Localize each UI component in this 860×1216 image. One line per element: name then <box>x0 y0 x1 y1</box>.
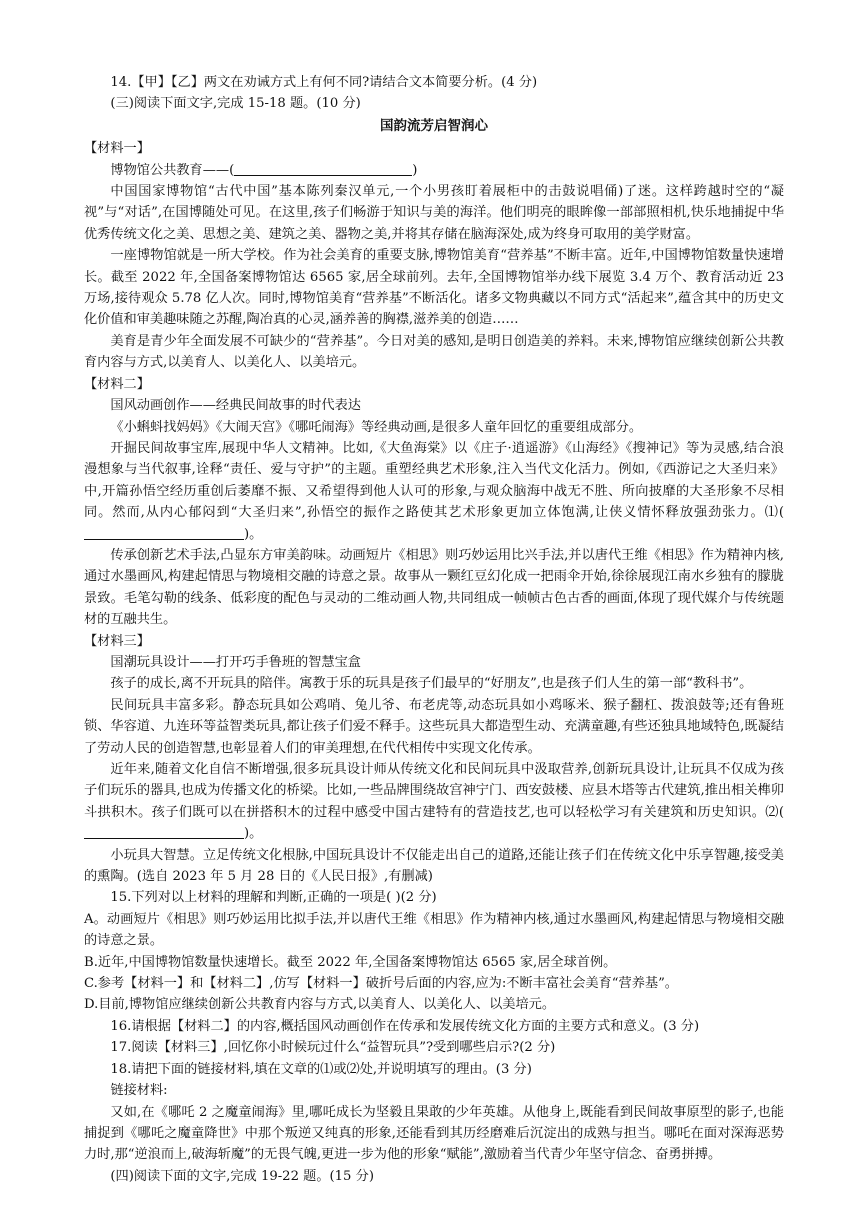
material-3-paragraph-3-text: 近年来,随着文化自信不断增强,很多玩具设计师从传统文化和民间玩具中汲取营养,创新玩具设计,让玩具不仅成为孩子们玩乐的器具,也成为传播文化的桥梁。比如,一些品牌围绕故宫神宁门、西安鼓楼、应县木塔等古代建筑,推出相关榫卯斗拱积木。孩子们既可以在拼搭积木的过程中感受中国古建特有的营造技艺,也可以轻松学习有关建筑和历史知识。⑵( <box>84 762 784 820</box>
material-1-subtitle-prefix: 博物馆公共教育——( <box>110 162 235 178</box>
material-3-paragraph-3 <box>84 759 784 845</box>
fill-blank-subtitle <box>234 160 412 176</box>
link-material-text: 又如,在《哪吒 2 之魔童闹海》里,哪吒成长为坚毅且果敢的少年英雄。从他身上,既能看到民间故事原型的影子,也能捕捉到《哪吒之魔童降世》中那个叛逆又纯真的形象,还能看到其历经磨难后沉淀出的成熟与担当。哪吒在面对深海恶势力时,那“逆浪而上,破海斩魔”的无畏气魄,更进一步为他的形象“赋能”,激励着当代青少年坚守信念、奋勇拼搏。 <box>84 1104 784 1163</box>
material-3-paragraph-2: 民间玩具丰富多彩。静态玩具如公鸡哨、兔儿爷、布老虎等,动态玩具如小鸡啄米、猴子翻杠、拨浪鼓等;还有鲁班锁、华容道、九连环等益智类玩具,都让孩子们爱不释手。这些玩具大都造型生动、充满童趣,有些还独具地域特色,既凝结了劳动人民的创造智慧,也彰显着人们的审美理想,在代代相传中实现文化传承。 <box>84 697 784 756</box>
material-3-heading: 【材料三】 <box>84 633 150 649</box>
fill-blank-2 <box>84 823 244 839</box>
material-3-subtitle: 国潮玩具设计——打开巧手鲁班的智慧宝盒 <box>110 654 361 670</box>
question-15-stem: 15.下列对以上材料的理解和判断,正确的一项是( )(2 分) <box>110 890 437 906</box>
question-15-option-d: D.目前,博物馆应继续创新公共教育内容与方式,以美育人、以美化人、以美培元。 <box>84 997 556 1013</box>
material-1-paragraph-2: 一座博物馆就是一所大学校。作为社会美育的重要支脉,博物馆美育“营养基”不断丰富。近年,中国博物馆数量快速增长。截至 2022 年,全国备案博物馆达 6565 家,居全球前列。去年,全国博物馆举办线下展览 3.4 万个、教育活动近 23 万场,接待观众 5.78 亿人次。同时,博物馆美育“营养基”不断活化。诸多文物典藏以不同方式“活起来”,蕴含其中的历史文化价值和审美趣味随之苏醒,陶冶真的心灵,涵养善的胸襟,滋养美的创造…… <box>84 248 784 328</box>
article-title: 国韵流芳启智润心 <box>380 117 488 134</box>
material-2-heading: 【材料二】 <box>84 376 150 392</box>
material-2-paragraph-2-text: 开掘民间故事宝库,展现中华人文精神。比如,《大鱼海棠》以《庄子·逍遥游》《山海经》《搜神记》等为灵感,结合浪漫想象与当代叙事,诠释“责任、爱与守护”的主题。重塑经典艺术形象,注入当代文化活力。例如,《西游记之大圣归来》中,开篇孙悟空经历重创后萎靡不振、又希望得到他人认可的形象,与观众脑海中战无不胜、所向披靡的大圣形象不尽相同。然而,从内心郁闷到“大圣归来”,孙悟空的振作之路使其艺术形象更加立体饱满,让侠义情怀释放强劲张力。⑴( <box>84 440 784 521</box>
material-3-paragraph-1: 孩子的成长,离不开玩具的陪伴。寓教于乐的玩具是孩子们最早的“好朋友”,也是孩子们人生的第一部“教科书”。 <box>110 676 753 692</box>
section-4-heading: (四)阅读下面的文字,完成 19-22 题。(15 分) <box>110 1168 374 1184</box>
question-15-option-b: B.近年,中国博物馆数量快速增长。截至 2022 年,全国备案博物馆达 6565 家,居全球首例。 <box>84 954 617 970</box>
material-2-paragraph-1: 《小蝌蚪找妈妈》《大闹天宫》《哪吒闹海》等经典动画,是很多人童年回忆的重要组成部分。 <box>110 419 643 435</box>
link-material-label: 链接材料: <box>110 1083 168 1099</box>
material-1-paragraph-3: 美育是青少年全面发展不可缺少的“营养基”。今日对美的感知,是明日创造美的养料。未来,博物馆应继续创新公共教育内容与方式,以美育人、以美化人、以美培元。 <box>84 333 784 371</box>
page-content <box>84 72 784 1187</box>
question-15-option-a: A。动画短片《相思》则巧妙运用比拟手法,并以唐代王维《相思》作为精神内核,通过水墨画风,构建起情思与物境相交融的诗意之景。 <box>84 911 784 949</box>
material-1-paragraph-1: 中国国家博物馆“古代中国”基本陈列秦汉单元,一个小男孩盯着展柜中的击鼓说唱俑)了迷。这样跨越时空的“凝视”与“对话”,在国博随处可见。在这里,孩子们畅游于知识与美的海洋。他们明亮的眼眸像一部部照相机,快乐地捕捉中华优秀传统文化之美、思想之美、建筑之美、器物之美,并将其存储在脑海深处,成为终身可取用的美学财富。 <box>84 184 784 242</box>
material-1-subtitle-suffix: ) <box>412 162 418 178</box>
material-3-paragraph-4: 小玩具大智慧。立足传统文化根脉,中国玩具设计不仅能走出自己的道路,还能让孩子们在传统文化中乐享智趣,接受美的熏陶。(选自 2023 年 5 月 28 日的《人民日报》,有删减) <box>84 847 784 885</box>
material-2-paragraph-2-end: )。 <box>244 526 263 542</box>
question-18: 18.请把下面的链接材料,填在文章的⑴或⑵处,并说明填写的理由。(3 分) <box>110 1061 532 1077</box>
question-14: 14.【甲】【乙】两文在劝诫方式上有何不同?请结合文本简要分析。(4 分) <box>110 75 538 90</box>
question-17: 17.阅读【材料三】,回忆你小时候玩过什么“益智玩具”?受到哪些启示?(2 分) <box>110 1040 556 1056</box>
section-3-heading: (三)阅读下面文字,完成 15-18 题。(10 分) <box>110 96 361 112</box>
material-3-paragraph-3-end: )。 <box>244 826 263 842</box>
material-1-heading: 【材料一】 <box>84 141 150 157</box>
material-2-paragraph-2 <box>84 438 784 545</box>
question-16: 16.请根据【材料二】的内容,概括国风动画创作在传承和发展传统文化方面的主要方式和意义。(3 分) <box>110 1018 700 1034</box>
material-2-subtitle: 国风动画创作——经典民间故事的时代表达 <box>110 398 361 414</box>
fill-blank-1 <box>84 524 244 540</box>
material-1-subtitle <box>84 160 784 181</box>
question-15-option-c: C.参考【材料一】和【材料二】,仿写【材料一】破折号后面的内容,应为:不断丰富社会美育“营养基”。 <box>84 976 678 992</box>
material-2-paragraph-3: 传承创新艺术手法,凸显东方审美韵味。动画短片《相思》则巧妙运用比兴手法,并以唐代王维《相思》作为精神内核,通过水墨画风,构建起情思与物境相交融的诗意之景。故事从一颗红豆幻化成一把雨伞开始,徐徐展现江南水乡独有的朦胧景致。毛笔勾勒的线条、低彩度的配色与灵动的二维动画人物,共同组成一帧帧古色古香的画面,体现了现代媒介与传统题材的互融共生。 <box>84 547 784 628</box>
